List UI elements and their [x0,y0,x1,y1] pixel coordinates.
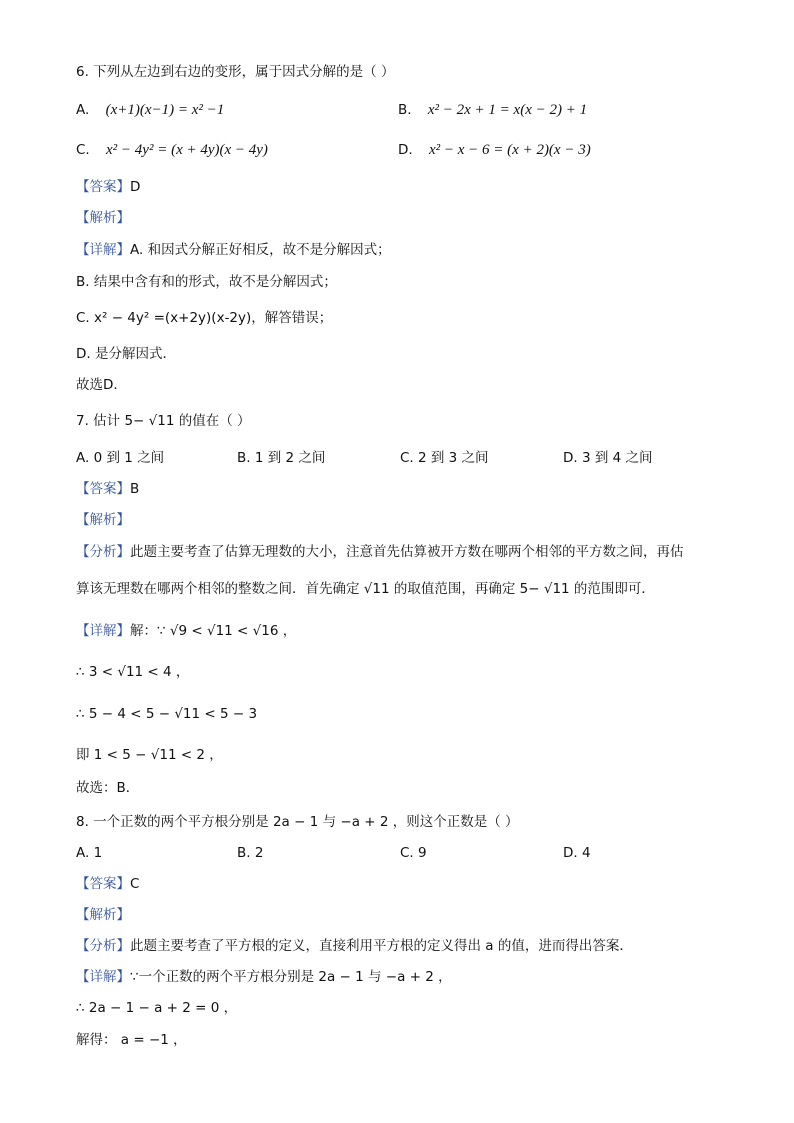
option-label: A. [76,102,90,118]
q7-answer [76,480,139,498]
q7-fenxi-line-1 [76,543,684,561]
answer-tag: 【答案】 [76,179,130,195]
detail-text: ∵一个正数的两个平方根分别是 2a − 1 与 −a + 2 ， [130,969,452,985]
q8-option-a: A. 1 [76,845,103,861]
q6-detail-line-1 [76,241,391,259]
q7-option-d: D. 3 到 4 之间 [563,450,653,466]
q7-stem: 7. 估计 5− √11 的值在（ ） [76,413,251,429]
option-expr: x² − 4y² = (x + 4y)(x − 4y) [106,142,268,158]
detail-tag: 【详解】 [76,969,130,985]
answer-value: C [130,876,140,892]
q8-fenxi-line [76,937,633,955]
q8-analysis-tag: 【解析】 [76,907,130,923]
q7-step-4: 故选：B． [76,780,140,796]
q8-option-b: B. 2 [237,845,264,861]
q6-detail-line-5: 故选D. [76,377,118,393]
answer-tag: 【答案】 [76,876,130,892]
answer-value: B [130,481,140,497]
q7-option-a: A. 0 到 1 之间 [76,450,165,466]
detail-text: 解：∵ √9 < √11 < √16 ， [130,623,297,639]
q8-step-2: 解得： a = −1 ， [76,1032,187,1048]
q7-step-2: ∴ 5 − 4 < 5 − √11 < 5 − 3 [76,706,258,722]
q6-option-a [76,101,224,119]
q8-answer [76,875,139,893]
option-expr: x² − x − 6 = (x + 2)(x − 3) [428,142,591,158]
option-label: C. [76,142,90,158]
q8-stem: 8. 一个正数的两个平方根分别是 2a − 1 与 −a + 2 ，则这个正数是（ ） [76,814,519,830]
q7-step-1: ∴ 3 < √11 < 4 ， [76,664,190,680]
q8-option-d: D. 4 [563,845,591,861]
fenxi-text: 此题主要考查了估算无理数的大小，注意首先估算被开方数在哪两个相邻的平方数之间，再估 [130,544,684,560]
option-label: D. [398,142,413,158]
q6-stem: 6. 下列从左边到右边的变形，属于因式分解的是（ ） [76,64,395,80]
fenxi-tag: 【分析】 [76,544,130,560]
q8-detail-line-1 [76,968,452,986]
q6-analysis-tag: 【解析】 [76,210,130,226]
option-expr: x² − 2x + 1 = x(x − 2) + 1 [427,102,588,118]
option-expr: (x+1)(x−1) = x² −1 [105,102,225,118]
q6-option-c [76,141,268,159]
option-label: B. [398,102,412,118]
answer-value: D [130,179,141,195]
detail-tag: 【详解】 [76,623,130,639]
q6-option-b [398,101,587,119]
q7-step-3: 即 1 < 5 − √11 < 2 ， [76,747,223,763]
fenxi-tag: 【分析】 [76,938,130,954]
q6-detail-line-3: C. x² − 4y² =(x+2y)(x-2y)，解答错误； [76,310,333,326]
q7-analysis-tag: 【解析】 [76,512,130,528]
q6-option-d [398,141,591,159]
detail-text: A. 和因式分解正好相反，故不是分解因式； [130,242,391,258]
q6-answer [76,178,140,196]
q7-fenxi-line-2: 算该无理数在哪两个相邻的整数之间．首先确定 √11 的取值范围，再确定 5− √11 的范围即可． [76,581,655,597]
answer-tag: 【答案】 [76,481,130,497]
q8-option-c: C. 9 [400,845,427,861]
q7-option-c: C. 2 到 3 之间 [400,450,489,466]
detail-tag: 【详解】 [76,242,130,258]
q7-detail-line-1 [76,622,296,640]
q6-detail-line-2: B. 结果中含有和的形式，故不是分解因式； [76,274,337,290]
q6-detail-line-4: D. 是分解因式． [76,346,176,362]
fenxi-text: 此题主要考查了平方根的定义，直接利用平方根的定义得出 a 的值，进而得出答案． [130,938,633,954]
q8-step-1: ∴ 2a − 1 − a + 2 = 0 ， [76,1000,238,1016]
q7-option-b: B. 1 到 2 之间 [237,450,326,466]
